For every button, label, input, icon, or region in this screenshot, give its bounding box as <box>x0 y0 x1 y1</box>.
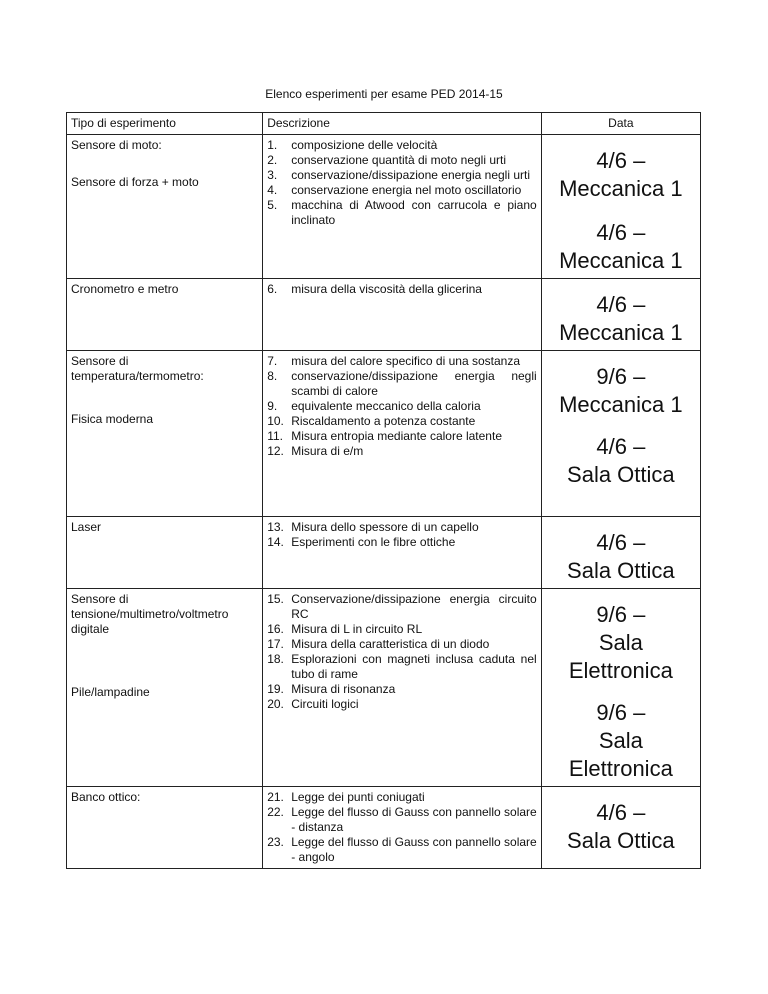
item-text: conservazione/dissipazione energia negli scambi di calore <box>291 369 537 398</box>
date-text: 4/6 – Meccanica 1 <box>559 148 683 201</box>
item-text: equivalente meccanico della caloria <box>291 399 481 413</box>
header-tipo: Tipo di esperimento <box>67 113 263 135</box>
cell-data <box>541 135 700 279</box>
item-text: misura della viscosità della glicerina <box>291 282 482 296</box>
item-text: Legge del flusso di Gauss con pannello solare - distanza <box>291 805 537 834</box>
item-text: Conservazione/dissipazione energia circuito RC <box>291 592 537 621</box>
tipo-text: Fisica moderna <box>71 412 154 426</box>
item-number: 3. <box>267 168 278 182</box>
list-item <box>267 637 536 652</box>
description-list <box>267 282 536 297</box>
item-number: 14. <box>267 535 284 549</box>
item-text: Misura di L in circuito RL <box>291 622 423 636</box>
item-number: 5. <box>267 198 278 212</box>
date-text: 9/6 – Meccanica 1 <box>559 364 683 417</box>
header-descrizione: Descrizione <box>263 113 541 135</box>
description-list <box>267 790 536 865</box>
description-list <box>267 444 536 459</box>
tipo-text: Sensore di moto: <box>71 138 162 152</box>
description-list <box>267 697 536 712</box>
item-text: conservazione/dissipazione energia negli urti <box>291 168 531 182</box>
item-number: 17. <box>267 637 284 651</box>
item-number: 10. <box>267 414 284 428</box>
cell-tipo <box>67 135 263 279</box>
date-text: 9/6 – Sala Elettronica <box>568 700 673 781</box>
list-item <box>267 399 536 414</box>
item-number: 12. <box>267 444 284 458</box>
item-text: Circuiti logici <box>291 697 359 711</box>
date-text: 4/6 – Meccanica 1 <box>559 292 683 345</box>
list-item <box>267 153 536 168</box>
item-number: 21. <box>267 790 284 804</box>
date-text: 9/6 – Sala Elettronica <box>568 602 673 683</box>
item-text: Misura della caratteristica di un diodo <box>291 637 490 651</box>
cell-data <box>541 517 700 589</box>
description-list <box>267 520 536 550</box>
item-text: Misura dello spessore di un capello <box>291 520 479 534</box>
description-list <box>267 354 536 444</box>
item-number: 13. <box>267 520 284 534</box>
list-item <box>267 414 536 429</box>
table-row <box>67 517 701 589</box>
list-item <box>267 198 536 228</box>
item-text: Esperimenti con le fibre ottiche <box>291 535 456 549</box>
list-item <box>267 805 536 835</box>
item-text: Esplorazioni con magneti inclusa caduta nel tubo di rame <box>291 652 537 681</box>
document-title: Elenco esperimenti per esame PED 2014-15 <box>265 87 503 101</box>
description-list <box>267 138 536 198</box>
item-text: Misura entropia mediante calore latente <box>291 429 502 443</box>
list-item <box>267 369 536 399</box>
list-item <box>267 168 536 183</box>
cell-descrizione <box>263 517 541 589</box>
item-text: Legge del flusso di Gauss con pannello solare - angolo <box>291 835 537 864</box>
list-item <box>267 535 536 550</box>
list-item <box>267 354 536 369</box>
item-number: 15. <box>267 592 284 606</box>
item-text: Riscaldamento a potenza costante <box>291 414 476 428</box>
item-number: 20. <box>267 697 284 711</box>
tipo-text: Sensore di temperatura/termometro: <box>71 354 204 383</box>
item-number: 23. <box>267 835 284 849</box>
list-item <box>267 697 536 712</box>
item-number: 19. <box>267 682 284 696</box>
cell-tipo <box>67 589 263 787</box>
item-text: misura del calore specifico di una sostanza <box>291 354 520 368</box>
date-text: 4/6 – Sala Ottica <box>567 530 675 583</box>
table-row <box>67 135 701 279</box>
tipo-text: Banco ottico: <box>71 790 141 804</box>
tipo-text: Sensore di forza + moto <box>71 175 199 189</box>
cell-tipo <box>67 279 263 351</box>
item-number: 9. <box>267 399 278 413</box>
item-text: conservazione energia nel moto oscillatorio <box>291 183 522 197</box>
item-text: Misura di e/m <box>291 444 364 458</box>
tipo-text: Laser <box>71 520 102 534</box>
item-text: macchina di Atwood con carrucola e piano inclinato <box>291 198 537 227</box>
tipo-text: Sensore di tensione/multimetro/voltmetro digitale <box>71 592 229 636</box>
date-text: 4/6 – Sala Ottica <box>567 434 675 487</box>
list-item <box>267 682 536 697</box>
tipo-text: Pile/lampadine <box>71 685 150 699</box>
description-list <box>267 592 536 697</box>
description-list <box>267 198 536 228</box>
item-text: Legge dei punti coniugati <box>291 790 425 804</box>
cell-descrizione <box>263 135 541 279</box>
list-item <box>267 622 536 637</box>
item-number: 22. <box>267 805 284 819</box>
item-number: 7. <box>267 354 278 368</box>
table-header-row <box>67 113 701 135</box>
cell-tipo <box>67 351 263 517</box>
list-item <box>267 429 536 444</box>
list-item <box>267 520 536 535</box>
list-item <box>267 652 536 682</box>
cell-data <box>541 589 700 787</box>
tipo-text: Cronometro e metro <box>71 282 179 296</box>
list-item <box>267 183 536 198</box>
table-row <box>67 589 701 787</box>
list-item <box>267 835 536 865</box>
item-number: 11. <box>267 429 283 443</box>
cell-tipo <box>67 787 263 869</box>
item-number: 2. <box>267 153 278 167</box>
table-row <box>67 279 701 351</box>
table-row <box>67 351 701 517</box>
experiments-table <box>66 112 701 869</box>
cell-tipo <box>67 517 263 589</box>
cell-data <box>541 787 700 869</box>
cell-descrizione <box>263 351 541 517</box>
item-text: Misura di risonanza <box>291 682 396 696</box>
item-number: 4. <box>267 183 278 197</box>
date-text: 4/6 – Meccanica 1 <box>559 220 683 273</box>
table-row <box>67 787 701 869</box>
item-number: 1. <box>267 138 278 152</box>
item-text: conservazione quantità di moto negli urti <box>291 153 506 167</box>
list-item <box>267 138 536 153</box>
list-item <box>267 444 536 459</box>
item-number: 8. <box>267 369 278 383</box>
list-item <box>267 790 536 805</box>
cell-descrizione <box>263 279 541 351</box>
list-item <box>267 592 536 622</box>
item-text: composizione delle velocità <box>291 138 438 152</box>
item-number: 6. <box>267 282 278 296</box>
cell-data <box>541 351 700 517</box>
item-number: 16. <box>267 622 284 636</box>
list-item <box>267 282 536 297</box>
cell-descrizione <box>263 787 541 869</box>
cell-data <box>541 279 700 351</box>
header-data: Data <box>541 113 700 135</box>
date-text: 4/6 – Sala Ottica <box>567 800 675 853</box>
item-number: 18. <box>267 652 284 666</box>
cell-descrizione <box>263 589 541 787</box>
